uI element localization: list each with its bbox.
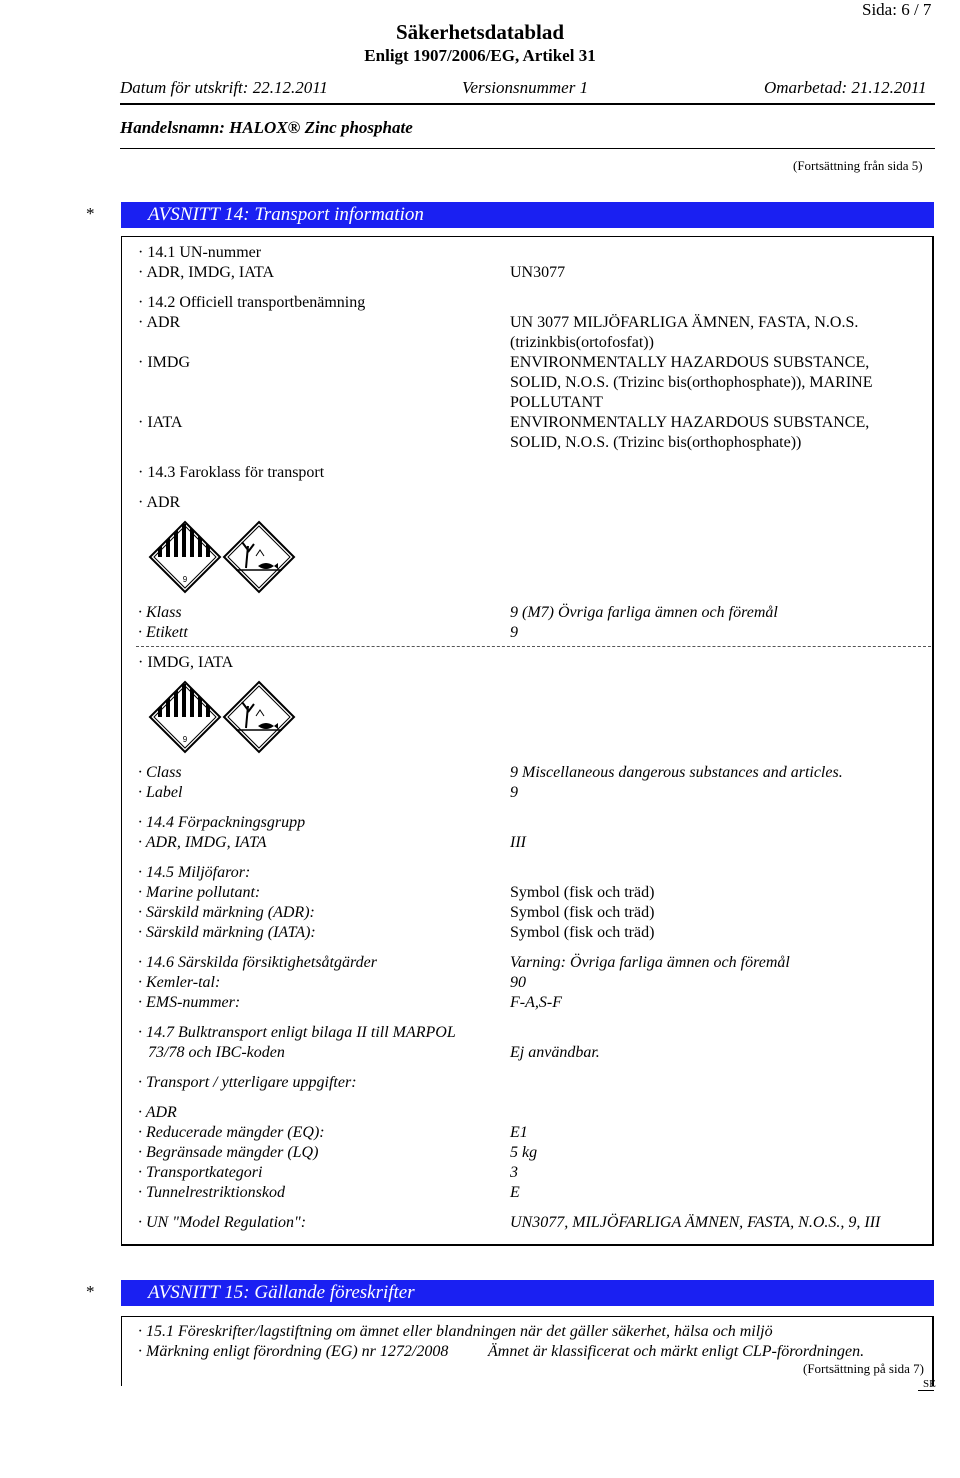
shipping-imdg-line3: POLLUTANT <box>510 394 603 411</box>
shipping-adr-line2: (trizinkbis(ortofosfat)) <box>510 334 654 351</box>
packing-label: · ADR, IMDG, IATA <box>138 834 267 851</box>
clp-marking-value: Ämnet är klassificerat och märkt enligt CLP-förordningen. <box>488 1343 865 1360</box>
print-date: Datum för utskrift: 22.12.2011 <box>120 78 328 97</box>
transport-adr-label: · ADR <box>138 1104 177 1121</box>
section-14-heading: AVSNITT 14: Transport information <box>121 202 934 228</box>
un-number-value: UN3077 <box>510 264 566 281</box>
adr-marking-label: · Särskild märkning (ADR): <box>138 904 315 921</box>
shipping-imdg-line2: SOLID, N.O.S. (Trizinc bis(orthophosphate)), MARINE <box>510 374 873 391</box>
continued-to: (Fortsättning på sida 7) <box>803 1361 924 1376</box>
document-title: Säkerhetsdatablad <box>395 20 565 44</box>
shipping-name-heading: · 14.2 Officiell transportbenämning <box>138 294 366 311</box>
adr-label-label: · Etikett <box>138 624 188 641</box>
adr-class9-pictogram <box>148 520 298 594</box>
clp-marking-label: · Märkning enligt förordning (EG) nr 1272/2008 <box>138 1343 449 1360</box>
bulk-transport-value: Ej användbar. <box>510 1044 600 1061</box>
section-15-change-marker: * <box>86 1282 95 1301</box>
adr-class-label: · Klass <box>138 604 182 621</box>
imdg-class9-pictogram <box>148 680 298 754</box>
class-number: 9 <box>182 735 188 744</box>
environment-hazard-icon <box>224 522 294 592</box>
hazard-imdg-iata-label: · IMDG, IATA <box>138 654 234 671</box>
trade-name: Handelsnamn: HALOX® Zinc phosphate <box>120 118 413 137</box>
model-regulation-value: UN3077, MILJÖFARLIGA ÄMNEN, FASTA, N.O.S., 9, III <box>510 1214 881 1231</box>
imdg-label-label: · Label <box>138 784 183 801</box>
adr-marking-value: Symbol (fisk och träd) <box>510 904 655 921</box>
hazard-adr-label: · ADR <box>138 494 181 511</box>
lq-label: · Begränsade mängder (LQ) <box>138 1144 319 1161</box>
ems-label: · EMS-nummer: <box>138 994 241 1011</box>
imdg-label-value: 9 <box>510 784 518 801</box>
bulk-transport-label-line2: 73/78 och IBC-koden <box>148 1044 285 1061</box>
shipping-iata-line1: ENVIRONMENTALLY HAZARDOUS SUBSTANCE, <box>510 414 870 431</box>
eq-label: · Reducerade mängder (EQ): <box>138 1124 325 1141</box>
transport-more-label: · Transport / ytterligare uppgifter: <box>138 1074 357 1091</box>
shipping-iata-line2: SOLID, N.O.S. (Trizinc bis(orthophosphate)) <box>510 434 802 451</box>
adr-class-value: 9 (M7) Övriga farliga ämnen och föremål <box>510 604 778 621</box>
revision-date: Omarbetad: 21.12.2011 <box>764 78 927 97</box>
shipping-adr-label: · ADR <box>138 314 181 331</box>
imdg-class-value: 9 Miscellaneous dangerous substances and articles. <box>510 764 843 781</box>
footer-divider <box>918 1390 934 1391</box>
special-precautions-value: Varning: Övriga farliga ämnen och föremål <box>510 954 790 971</box>
tunnel-code-value: E <box>510 1184 520 1201</box>
version-number: Versionsnummer 1 <box>462 78 589 97</box>
marine-pollutant-label: · Marine pollutant: <box>138 884 261 901</box>
shipping-imdg-label: · IMDG <box>138 354 190 371</box>
kemler-value: 90 <box>510 974 526 991</box>
shipping-adr-line1: UN 3077 MILJÖFARLIGA ÄMNEN, FASTA, N.O.S. <box>510 314 859 331</box>
document-subtitle: Enligt 1907/2006/EG, Artikel 31 <box>364 46 596 65</box>
page-number: Sida: 6 / 7 <box>862 0 932 19</box>
un-number-heading: · 14.1 UN-nummer <box>138 244 262 261</box>
tunnel-code-label: · Tunnelrestriktionskod <box>138 1184 285 1201</box>
hazard-divider <box>136 646 931 647</box>
header-divider <box>120 103 935 105</box>
model-regulation-label: · UN "Model Regulation": <box>138 1214 307 1231</box>
shipping-iata-label: · IATA <box>138 414 183 431</box>
hazard-class-heading: · 14.3 Faroklass för transport <box>138 464 325 481</box>
section-14-change-marker: * <box>86 204 95 223</box>
packing-value: III <box>510 834 526 851</box>
transport-category-label: · Transportkategori <box>138 1164 263 1181</box>
iata-marking-value: Symbol (fisk och träd) <box>510 924 655 941</box>
un-number-label: · ADR, IMDG, IATA <box>138 264 275 281</box>
adr-label-value: 9 <box>510 624 518 641</box>
eq-value: E1 <box>510 1124 528 1141</box>
section-15-heading: AVSNITT 15: Gällande föreskrifter <box>121 1280 934 1306</box>
trade-divider <box>120 148 935 149</box>
continued-from: (Fortsättning från sida 5) <box>793 158 923 173</box>
shipping-imdg-line1: ENVIRONMENTALLY HAZARDOUS SUBSTANCE, <box>510 354 870 371</box>
special-precautions-label: · 14.6 Särskilda försiktighetsåtgärder <box>138 954 377 971</box>
marine-pollutant-value: Symbol (fisk och träd) <box>510 884 655 901</box>
regulations-line: · 15.1 Föreskrifter/lagstiftning om ämnet eller blandningen när det gäller säkerhet, hälsa och miljö <box>138 1323 773 1340</box>
ems-value: F-A,S-F <box>510 994 562 1011</box>
iata-marking-label: · Särskild märkning (IATA): <box>138 924 316 941</box>
packing-heading: · 14.4 Förpackningsgrupp <box>138 814 306 831</box>
language-code: SE <box>923 1378 936 1390</box>
transport-category-value: 3 <box>510 1164 518 1181</box>
environment-hazard-icon <box>224 682 294 752</box>
lq-value: 5 kg <box>510 1144 538 1161</box>
imdg-class-label: · Class <box>138 764 182 781</box>
class-number: 9 <box>182 575 188 584</box>
bulk-transport-label-line1: · 14.7 Bulktransport enligt bilaga II till MARPOL <box>138 1024 456 1041</box>
env-hazard-heading: · 14.5 Miljöfaror: <box>138 864 251 881</box>
kemler-label: · Kemler-tal: <box>138 974 221 991</box>
